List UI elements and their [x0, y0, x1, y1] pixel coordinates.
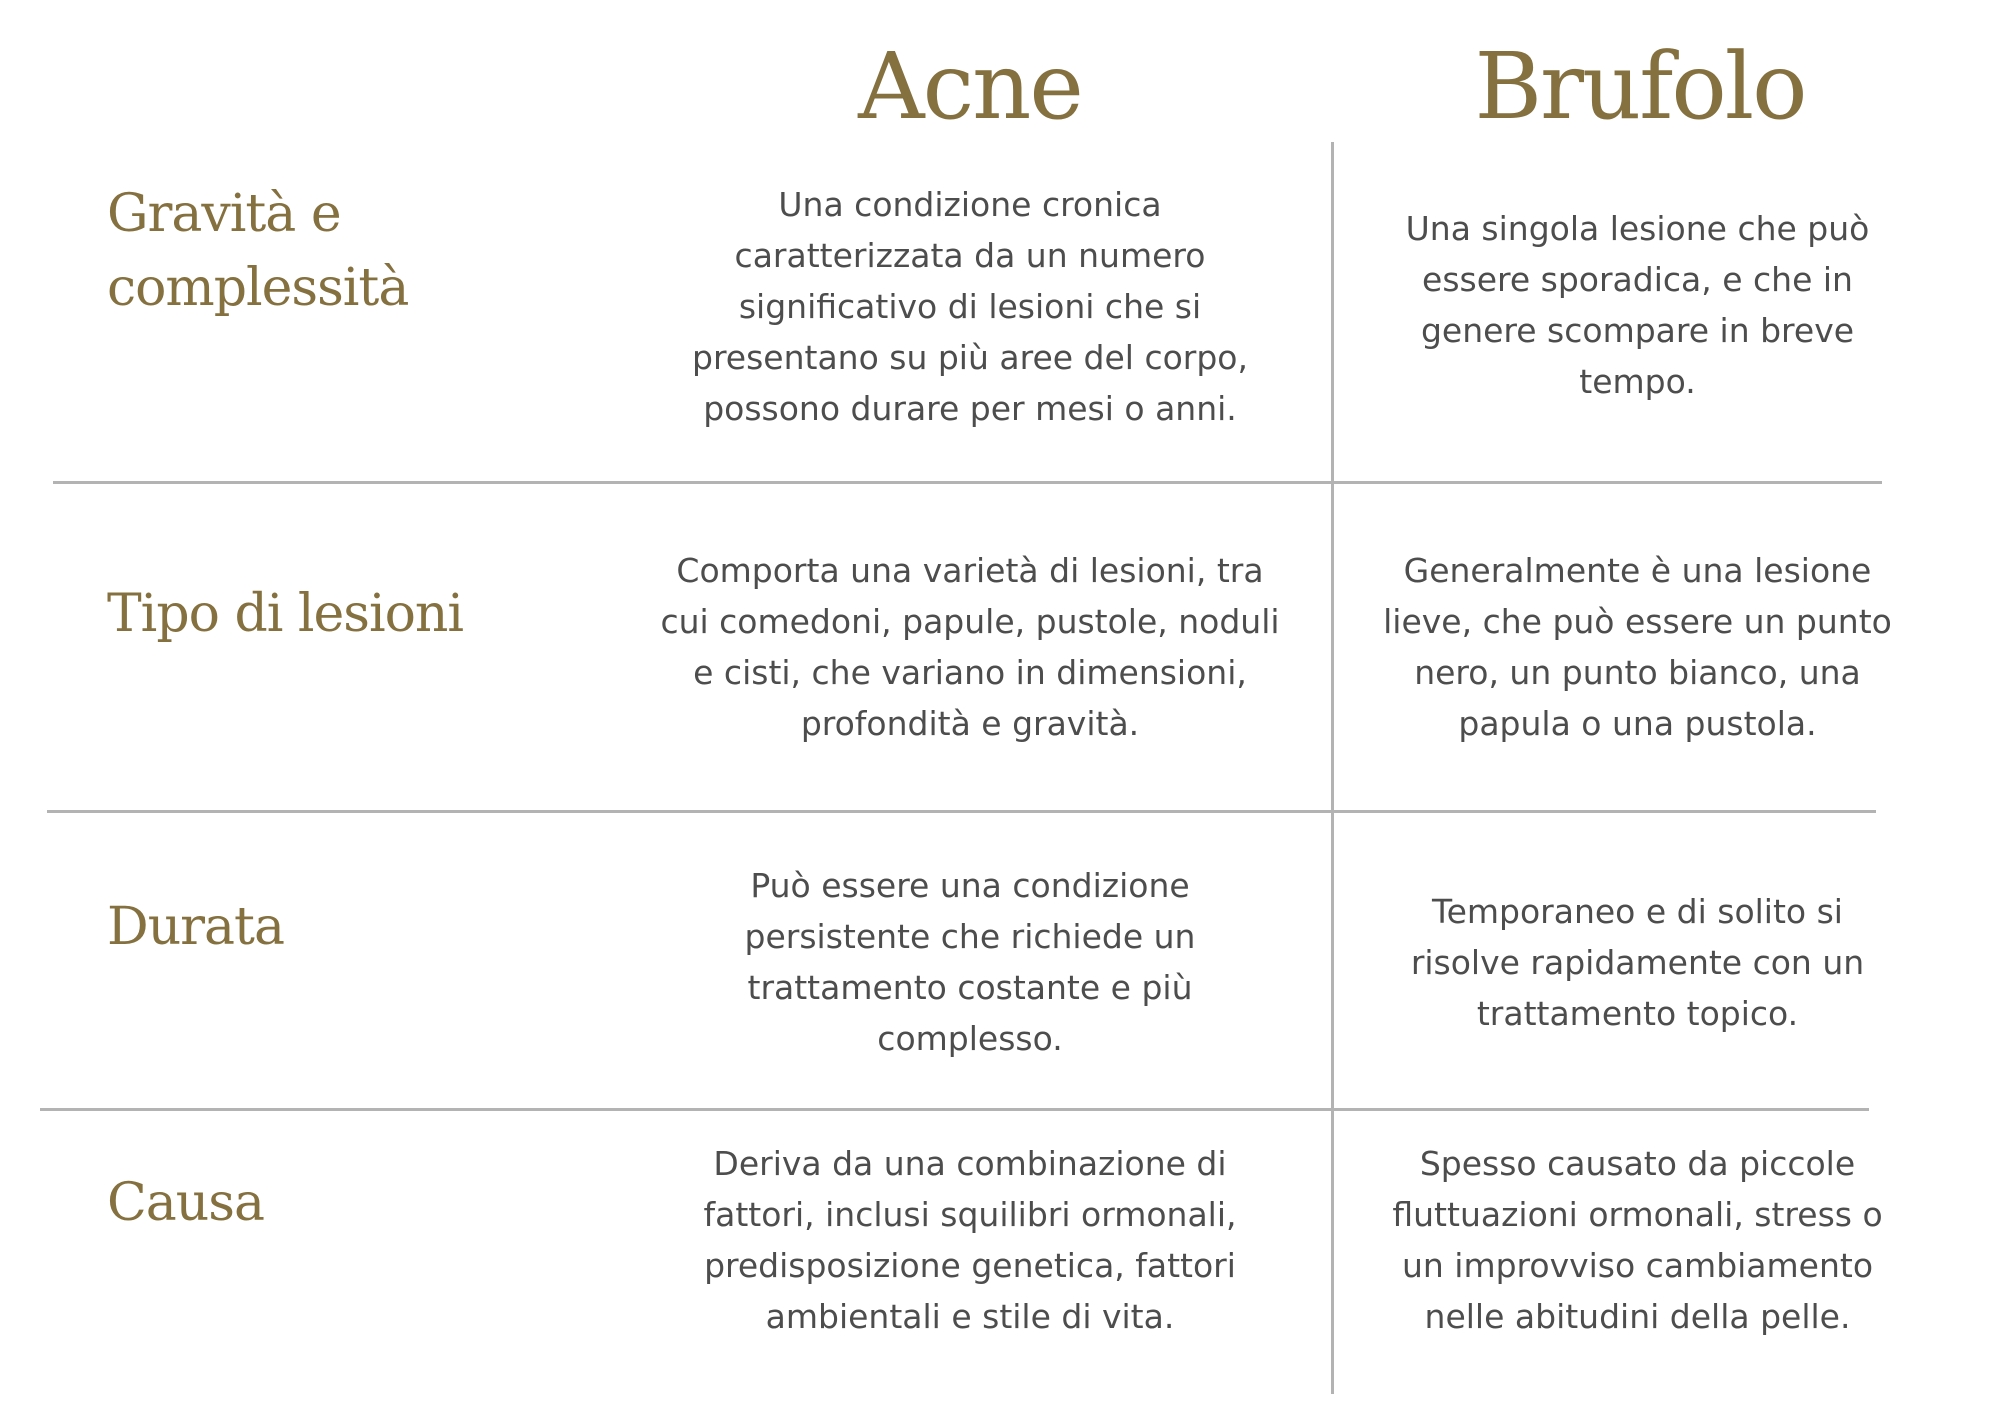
- cell-brufolo-causa: Spesso causato da piccole fluttuazioni ormonali, stress o un improvviso cambiamento nelle abitudini della pelle.: [1392, 1144, 1883, 1336]
- row-divider: [40, 1108, 1869, 1111]
- row-label-gravita: Gravità e complessità: [107, 184, 409, 318]
- cell-brufolo-gravita: Una singola lesione che può essere sporadica, e che in genere scompare in breve tempo.: [1405, 209, 1870, 401]
- row-label-causa: Causa: [107, 1173, 264, 1233]
- cell-acne-causa: Deriva da una combinazione di fattori, inclusi squilibri ormonali, predisposizione genetica, fattori ambientali e stile di vita.: [703, 1144, 1237, 1336]
- column-divider: [1331, 142, 1334, 1394]
- column-header-acne: Acne: [858, 33, 1082, 140]
- row-divider: [53, 481, 1882, 484]
- cell-acne-durata: Può essere una condizione persistente che richiede un trattamento costante e più complesso.: [744, 866, 1196, 1058]
- cell-acne-tipo-lesioni: Comporta una varietà di lesioni, tra cui comedoni, papule, pustole, noduli e cisti, che variano in dimensioni, profondità e gravità.: [660, 551, 1280, 743]
- row-label-tipo-lesioni: Tipo di lesioni: [107, 584, 464, 644]
- cell-brufolo-durata: Temporaneo e di solito si risolve rapidamente con un trattamento topico.: [1410, 892, 1865, 1033]
- row-divider: [47, 810, 1876, 813]
- cell-acne-gravita: Una condizione cronica caratterizzata da un numero significativo di lesioni che si presentano su più aree del corpo, possono durare per mesi o anni.: [692, 185, 1248, 428]
- column-header-brufolo: Brufolo: [1474, 33, 1806, 140]
- row-label-durata: Durata: [107, 897, 284, 957]
- cell-brufolo-tipo-lesioni: Generalmente è una lesione lieve, che può essere un punto nero, un punto bianco, una papula o una pustola.: [1383, 551, 1892, 743]
